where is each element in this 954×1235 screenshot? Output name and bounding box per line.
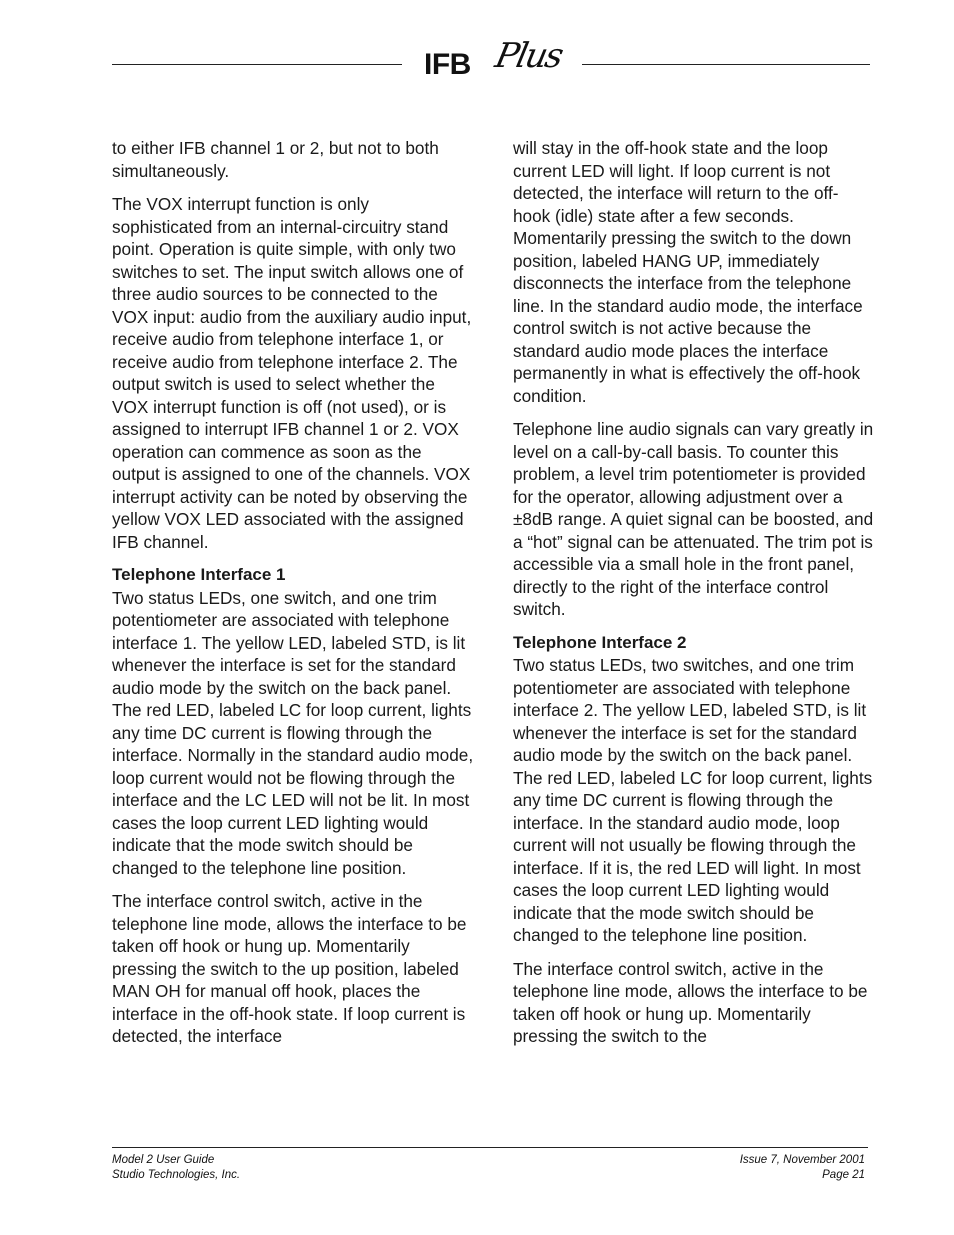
footer-issue: Issue 7, November 2001	[739, 1154, 865, 1166]
right-paragraph-1: will stay in the off-hook state and the loop current LED will light. If loop current is not detected, the interface will return to the off-hook (idle) state after a few seconds. Momentarily pressing the switch to the down position, labeled HANG UP, immediately disconnects the interface from the telephone line. In the standard audio mode, the interface control switch is not active because the standard audio mode places the interface permanently in what is effectively the off-hook condition.	[513, 138, 863, 406]
ifb-plus-logo	[424, 36, 566, 88]
heading-telephone-interface-1: Telephone Interface 1	[112, 565, 286, 584]
footer-right	[740, 1153, 865, 1183]
left-column	[112, 137, 474, 1059]
left-paragraph-3: Two status LEDs, one switch, and one trim potentiometer are associated with telephone interface 1. The yellow LED, labeled STD, is lit whenever the interface is set for the standard audio mode by the switch on the back panel. The red LED, labeled LC for loop current, lights any time DC current is flowing through the interface. Normally in the standard audio mode, loop current would not be flowing through the interface and the LC LED will not be lit. In most cases the loop current LED lighting would indicate that the mode switch should be changed to the telephone line position.	[112, 587, 474, 878]
footer-left	[112, 1153, 240, 1183]
left-paragraph-1: to either IFB channel 1 or 2, but not to both simultaneously.	[112, 138, 439, 181]
footer-rule	[112, 1147, 868, 1148]
left-paragraph-2: The VOX interrupt function is only sophisticated from an internal-circuitry stand point. Operation is quite simple, with only two switches to set. The input switch allows one of three audio sources to be connected to the VOX input: audio from the auxiliary audio input, receive audio from telephone interface 1, or receive audio from telephone interface 2. The output switch is used to select whether the VOX interrupt function is off (not used), or is assigned to interrupt IFB channel 1 or 2. VOX operation can commence as soon as the output is assigned to one of the channels. VOX interrupt activity can be noted by observing the yellow VOX LED associated with the assigned IFB channel.	[112, 194, 472, 552]
right-paragraph-3: Two status LEDs, two switches, and one trim potentiometer are associated with telephone interface 2. The yellow LED, labeled STD, is lit whenever the interface is set for the standard audio mode by the switch on the back panel. The red LED, labeled LC for loop current, lights any time DC current is flowing through the interface. In the standard audio mode, loop current will not usually be flowing through the interface. If it is, the red LED will light. In most cases the loop current LED lighting would indicate that the mode switch should be changed to the telephone line position.	[513, 655, 873, 945]
right-paragraph-4: The interface control switch, active in the telephone line mode, allows the interface to be taken off hook or hung up. Momentarily pressing the switch to the	[513, 958, 868, 1046]
right-column	[513, 137, 875, 1059]
header-rule-right	[582, 64, 870, 65]
right-paragraph-2: Telephone line audio signals can vary greatly in level on a call-by-call basis. To counter this problem, a level trim potentiometer is provided for the operator, allowing adjustment over a ±8dB range. A quiet signal can be boosted, and a “hot” signal can be attenuated. The trim pot is accessible via a small hole in the front panel, directly to the right of the interface control switch.	[513, 419, 874, 619]
footer-guide-title: Model 2 User Guide	[112, 1154, 215, 1166]
footer-company: Studio Technologies, Inc.	[112, 1169, 241, 1181]
left-paragraph-4: The interface control switch, active in the telephone line mode, allows the interface to be taken off hook or hung up. Momentarily pressing the switch to the up position, labeled MAN OH for manual off hook, places the interface in the off-hook state. If loop current is detected, the interface	[112, 891, 467, 1046]
logo-script: Plus	[491, 36, 566, 76]
heading-telephone-interface-2: Telephone Interface 2	[513, 632, 687, 652]
footer-page-number: Page 21	[822, 1169, 865, 1181]
header-rule-left	[112, 64, 402, 65]
logo-main: IFB	[424, 48, 471, 81]
